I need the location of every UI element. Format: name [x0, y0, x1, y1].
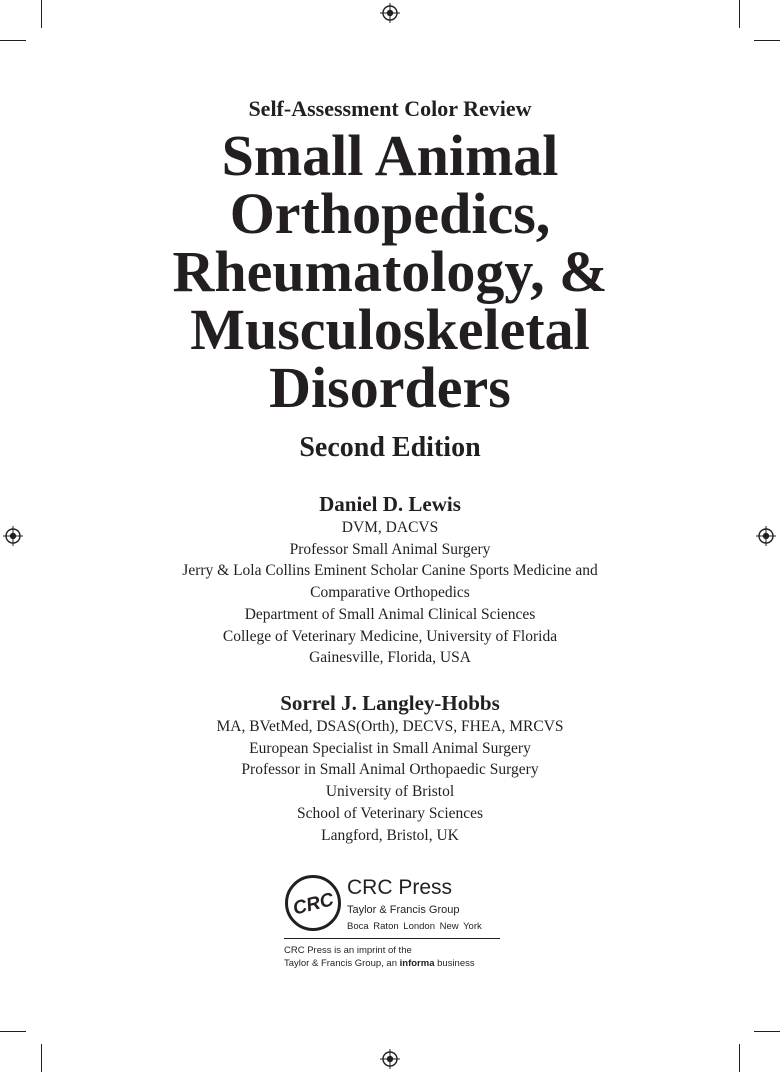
affiliation-line: Gainesville, Florida, USA — [309, 649, 471, 667]
main-title-line: Musculoskeletal — [190, 297, 590, 362]
affiliation-line: European Specialist in Small Animal Surgery — [249, 739, 531, 757]
affiliation-line: Jerry & Lola Collins Eminent Scholar Canine Sports Medicine and — [182, 562, 598, 580]
crop-mark-top-left — [41, 0, 42, 28]
registration-mark-icon — [380, 1049, 400, 1069]
imprint-statement — [284, 944, 475, 970]
crop-mark-bottom-left — [41, 1044, 42, 1072]
imprint-line — [284, 957, 475, 970]
publisher-name: CRC Press — [347, 876, 453, 899]
main-title-line: Orthopedics, — [229, 181, 551, 246]
affiliation-line: MA, BVetMed, DSAS(Orth), DECVS, FHEA, MRCVS — [216, 718, 564, 735]
affiliation-line: School of Veterinary Sciences — [296, 804, 484, 822]
main-title — [0, 123, 780, 420]
main-title-line: Small Animal — [221, 123, 559, 188]
crop-mark-top-left-h — [0, 40, 26, 41]
imprint-line: CRC Press is an imprint of the — [284, 945, 412, 956]
crop-mark-bottom-left-h — [0, 1031, 26, 1032]
crop-mark-bottom-right-h — [754, 1031, 780, 1032]
affiliation-line: Langford, Bristol, UK — [321, 826, 459, 844]
imprint-suffix: business — [434, 958, 475, 969]
crop-mark-top-right — [739, 0, 740, 28]
crop-mark-bottom-right — [739, 1044, 740, 1072]
author-name: Daniel D. Lewis — [319, 492, 461, 516]
crop-mark-top-right-h — [754, 40, 780, 41]
affiliation-line: Comparative Orthopedics — [310, 584, 470, 602]
publisher-block — [284, 874, 504, 974]
crc-logo-icon — [284, 874, 342, 932]
affiliation-line: DVM, DACVS — [341, 519, 439, 536]
main-title-line: Disorders — [269, 355, 511, 420]
informa-brand: informa — [399, 958, 435, 969]
author-name: Sorrel J. Langley-Hobbs — [280, 691, 500, 715]
affiliation-line: Professor in Small Animal Orthopaedic Surgery — [241, 761, 539, 779]
affiliation-line: University of Bristol — [325, 783, 455, 801]
author-affiliation — [0, 716, 780, 846]
imprint-prefix: Taylor & Francis Group, an — [284, 958, 400, 969]
crc-logo-text: CRC — [290, 889, 336, 920]
series-title: Self-Assessment Color Review — [248, 96, 532, 121]
registration-mark-icon — [380, 3, 400, 23]
affiliation-line: Professor Small Animal Surgery — [289, 540, 491, 558]
main-title-line: Rheumatology, & — [172, 239, 608, 304]
publisher-cities: Boca Raton London New York — [347, 921, 482, 932]
edition-label: Second Edition — [299, 432, 481, 463]
publisher-divider — [284, 938, 500, 939]
affiliation-line: Department of Small Animal Clinical Sciences — [244, 605, 536, 623]
publisher-group: Taylor & Francis Group — [347, 904, 460, 916]
affiliation-line: College of Veterinary Medicine, University of Florida — [222, 627, 558, 645]
author-affiliation — [0, 517, 780, 669]
